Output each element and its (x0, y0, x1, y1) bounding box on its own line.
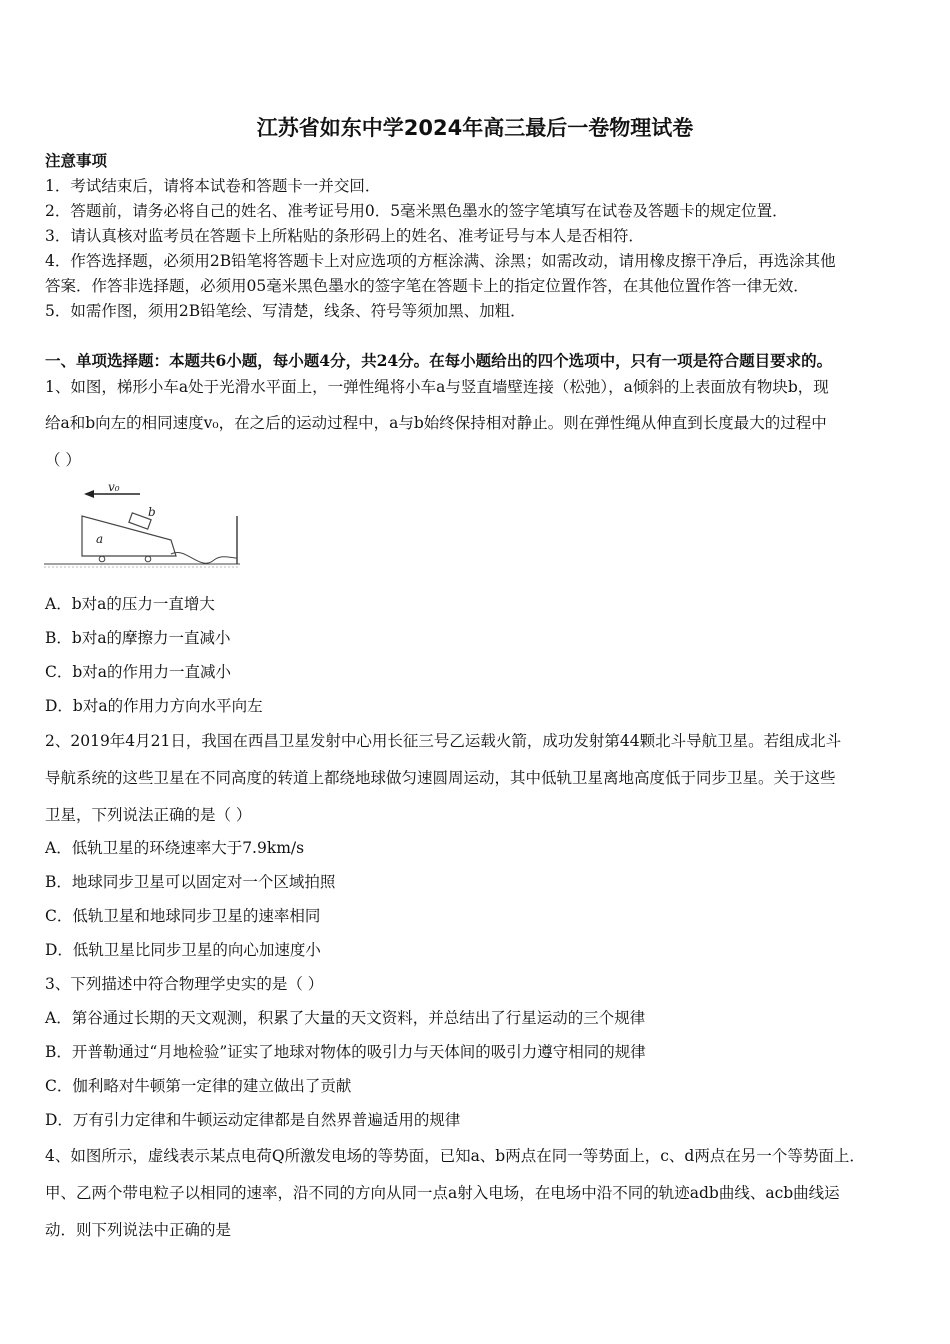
option: D．万有引力定律和牛顿运动定律都是自然界普遍适用的规律 (45, 1111, 461, 1129)
notice-item: 3．请认真核对监考员在答题卡上所粘贴的条形码上的姓名、准考证号与本人是否相符． (45, 227, 644, 245)
option: C．低轨卫星和地球同步卫星的速率相同 (45, 907, 321, 925)
notice-item: 5．如需作图，须用2B铅笔绘、写清楚，线条、符号等须加黑、加粗． (45, 302, 526, 320)
option: D．低轨卫星比同步卫星的向心加速度小 (45, 941, 321, 959)
elastic-rope (171, 552, 237, 563)
cart-wheel (99, 556, 105, 562)
notice-item: 答案．作答非选择题，必须用05毫米黑色墨水的签字笔在答题卡上的指定位置作答，在其他位置作答一律无效． (45, 277, 809, 295)
option: C．伽利略对牛顿第一定律的建立做出了贡献 (45, 1077, 352, 1095)
option: B．b对a的摩擦力一直减小 (45, 629, 231, 647)
notice-item: 4．作答选择题，必须用2B铅笔将答题卡上对应选项的方框涂满、涂黑；如需改动，请用橡皮擦干净后，再选涂其他 (45, 252, 836, 270)
option: D．b对a的作用力方向水平向左 (45, 697, 263, 715)
cart-wheel (145, 556, 151, 562)
notice-item: 2．答题前，请务必将自己的姓名、准考证号用0．5毫米黑色墨水的签字笔填写在试卷及答题卡的规定位置． (45, 202, 788, 220)
question-4-line: 甲、乙两个带电粒子以相同的速率，沿不同的方向从同一点a射入电场，在电场中沿不同的轨迹adb曲线、acb曲线运 (45, 1184, 840, 1202)
page-title: 江苏省如东中学2024年高三最后一卷物理试卷 (256, 116, 694, 140)
question-1-line: 1、如图，梯形小车a处于光滑水平面上，一弹性绳将小车a与竖直墙壁连接（松弛），a倾斜的上表面放有物块b，现 (45, 378, 829, 396)
question-2-line: 卫星，下列说法正确的是（ ） (45, 806, 252, 824)
question-4-line: 动．则下列说法中正确的是 (45, 1221, 232, 1239)
question-1-line: 给a和b向左的相同速度v₀，在之后的运动过程中，a与b始终保持相对静止。则在弹性绳从伸直到长度最大的过程中 (45, 414, 827, 432)
question-2-line: 2、2019年4月21日，我国在西昌卫星发射中心用长征三号乙运载火箭，成功发射第44颗北斗导航卫星。若组成北斗 (45, 732, 842, 750)
cart-label: a (96, 532, 104, 546)
section-heading: 一、单项选择题：本题共6小题，每小题4分，共24分。在每小题给出的四个选项中，只有一项是符合题目要求的。 (45, 351, 833, 370)
option: B．开普勒通过“月地检验”证实了地球对物体的吸引力与天体间的吸引力遵守相同的规律 (45, 1043, 646, 1061)
option: B．地球同步卫星可以固定对一个区域拍照 (45, 873, 336, 891)
notice-heading: 注意事项 (45, 151, 108, 170)
arrow-head (84, 490, 94, 498)
option: A．第谷通过长期的天文观测，积累了大量的天文资料，并总结出了行星运动的三个规律 (45, 1009, 646, 1027)
question-2-line: 导航系统的这些卫星在不同高度的转道上都绕地球做匀速圆周运动，其中低轨卫星离地高度低于同步卫星。关于这些 (45, 769, 836, 787)
question-1-line: （ ） (45, 451, 81, 469)
notice-item: 1．考试结束后，请将本试卷和答题卡一并交回． (45, 177, 381, 195)
option: C．b对a的作用力一直减小 (45, 663, 232, 681)
block-label: b (148, 505, 156, 519)
velocity-label: v₀ (108, 480, 120, 494)
option: A．低轨卫星的环绕速率大于7.9km/s (45, 839, 305, 857)
option: A．b对a的压力一直增大 (45, 595, 215, 613)
question-4-line: 4、如图所示，虚线表示某点电荷Q所激发电场的等势面，已知a、b两点在同一等势面上，c、d两点在另一个等势面上． (45, 1147, 865, 1165)
question-3-line: 3、下列描述中符合物理学史实的是（ ） (45, 975, 324, 993)
question-1-figure (44, 476, 244, 574)
